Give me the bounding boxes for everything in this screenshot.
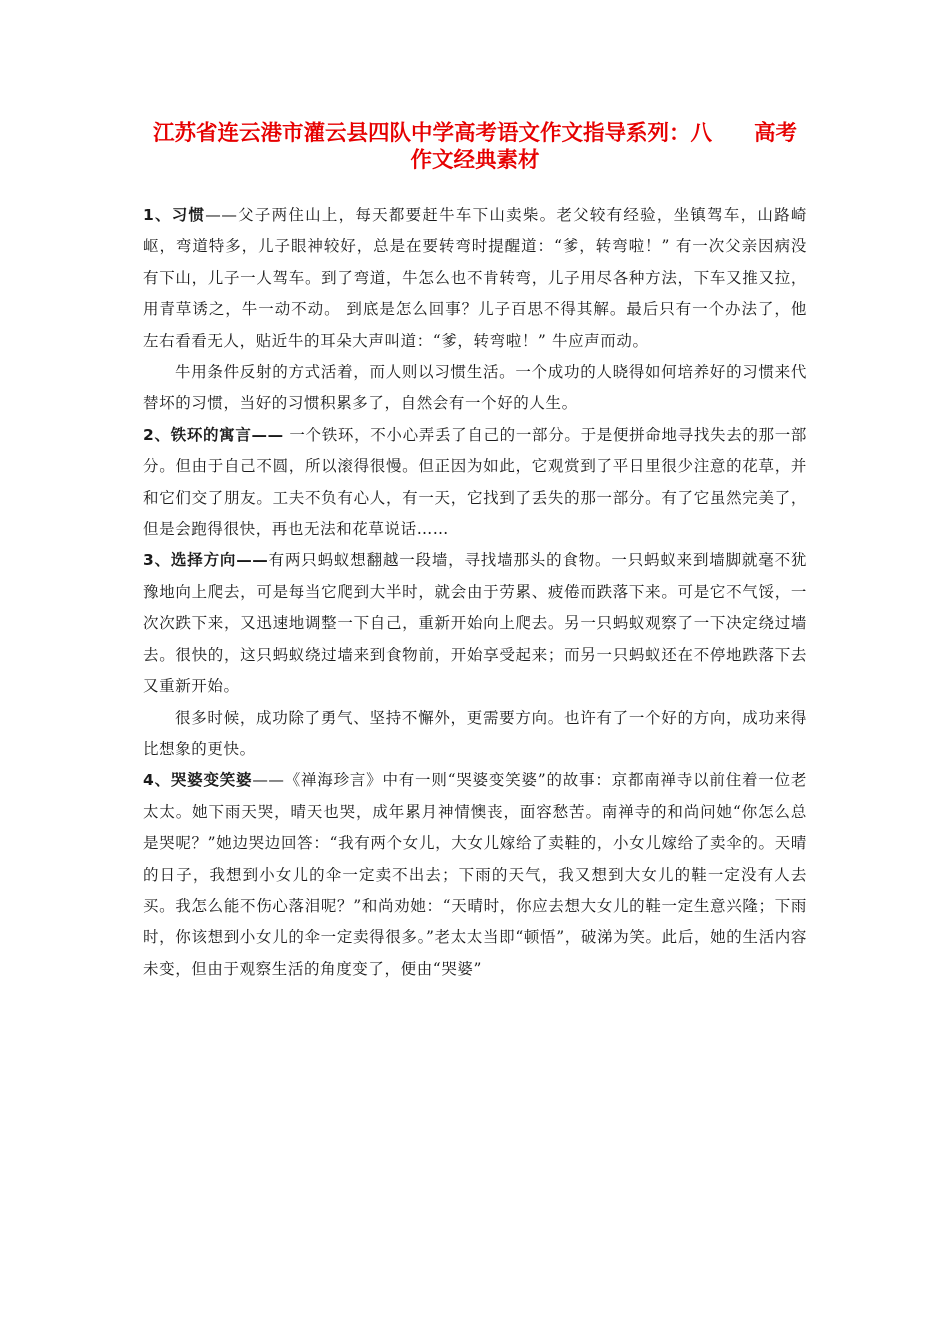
section-2 [143,420,807,546]
title-line-1: 江苏省连云港市灌云县四队中学高考语文作文指导系列：八 [152,121,712,146]
section-1-heading: 1、习惯 [143,206,206,224]
title-line-2: 作文经典素材 [410,148,540,173]
title-line-1-end: 高考 [754,121,798,146]
document-page [143,120,807,985]
section-4 [143,765,807,985]
section-2-body: 一个铁环，不小心弄丢了自己的一部分。于是便拼命地寻找失去的那一部分。但由于自己不圆，所以滚得很慢。但正因为如此，它观赏到了平日里很少注意的花草，并和它们交了朋友。工夫不负有心人，有一天，它找到了丢失的那一部分。有了它虽然完美了，但是会跑得很快，再也无法和花草说话…… [143,425,808,539]
section-1-comment: 牛用条件反射的方式活着，而人则以习惯生活。一个成功的人晓得如何培养好的习惯来代替坏的习惯，当好的习惯积累多了，自然会有一个好的人生。 [143,363,807,413]
section-4-heading: 4、哭婆变笑婆 [143,771,253,790]
section-3-heading: 3、选择方向—— [143,551,269,570]
section-3 [143,545,807,702]
section-2-heading: 2、铁环的寓言—— [143,425,284,444]
document-title [143,120,807,174]
section-4-body: ——《禅海珍言》中有一则“哭婆变笑婆”的故事：京都南禅寺以前住着一位老太太。她下雨天哭，晴天也哭，成年累月神情懊丧，面容愁苦。南禅寺的和尚问她“你怎么总是哭呢？”她边哭边回答：“我有两个女儿，大女儿嫁给了卖鞋的，小女儿嫁给了卖伞的。天晴的日子，我想到小女儿的伞一定卖不出去；下雨的天气，我又想到大女儿的鞋一定没有人去买。我怎么能不伤心落泪呢？”和尚劝她：“天晴时，你应去想大女儿的鞋一定生意兴隆；下雨时，你该想到小女儿的伞一定卖得很多。”老太太当即“顿悟”，破涕为笑。此后，她的生活内容未变，但由于观察生活的角度变了，便由“哭婆” [143,771,807,978]
section-3-body: 有两只蚂蚁想翻越一段墙，寻找墙那头的食物。一只蚂蚁来到墙脚就毫不犹豫地向上爬去，可是每当它爬到大半时，就会由于劳累、疲倦而跌落下来。可是它不气馁，一次次跌下来，又迅速地调整一下自己，重新开始向上爬去。另一只蚂蚁观察了一下决定绕过墙去。很快的，这只蚂蚁绕过墙来到食物前，开始享受起来；而另一只蚂蚁还在不停地跌落下去又重新开始。 [143,551,807,696]
section-1-body: ——父子两住山上，每天都要赶牛车下山卖柴。老父较有经验，坐镇驾车，山路崎岖，弯道特多，儿子眼神较好，总是在要转弯时提醒道：“爹，转弯啦！” 有一次父亲因病没有下山，儿子一人驾车。到了弯道，牛怎么也不肯转弯，儿子用尽各种方法，下车又推又拉，用青草诱之，牛一动不动。 到底是怎么回事？儿子百思不得其解。最后只有一个办法了，他左右看看无人，贴近牛的耳朵大声叫道：“爹，转弯啦！” 牛应声而动。 [143,206,808,350]
section-3-comment: 很多时候，成功除了勇气、坚持不懈外，更需要方向。也许有了一个好的方向，成功来得比想象的更快。 [143,708,807,758]
section-1 [143,200,807,357]
